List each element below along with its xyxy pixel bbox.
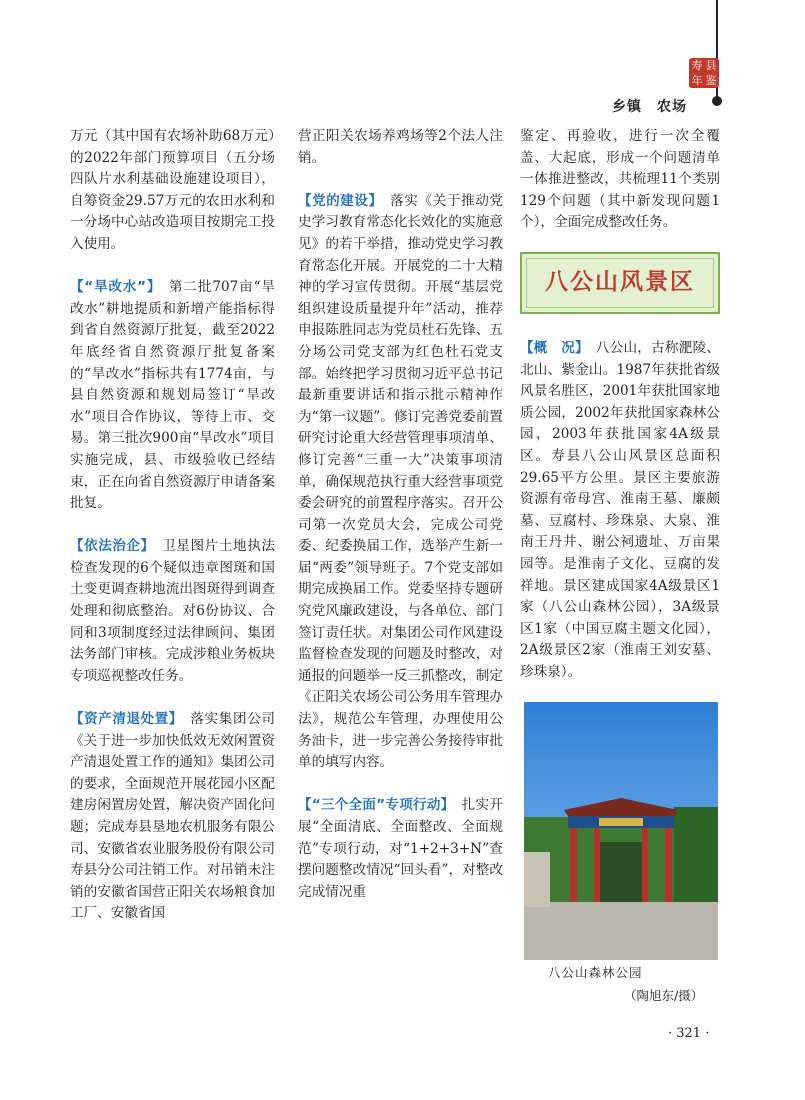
section-heading: 【“三个全面”专项行动】 xyxy=(298,797,448,814)
banner-title: 八公山风景区 xyxy=(545,269,695,296)
section-paragraph xyxy=(298,795,503,903)
section-banner xyxy=(520,252,720,314)
section-heading: 【概 况】 xyxy=(520,339,582,356)
page-number: · 321 · xyxy=(668,1026,710,1041)
section-heading: 【“旱改水”】 xyxy=(70,279,155,296)
body-text: 卫星图片土地执法检查发现的6个疑似违章图斑和国土变更调查耕地流出图斑得到调查处理和彻底整治。对6份协议、合同和3项制度经过法律顾问、集团法务部门审核。完成涉粮业务板块专项巡视整改任务。 xyxy=(70,538,276,684)
body-text: 落实集团公司《关于进一步加快低效无效闲置资产清退处置工作的通知》集团公司的要求，全面规范开展花园小区配建房闲置房处置，解决资产固化问题；完成寿县垦地农机服务有限公司、安徽省农业服务股份有限公司寿县分公司注销工作。对吊销未注销的安徽省国营正阳关农场粮食加工厂、安徽省国 xyxy=(70,711,276,922)
paragraph xyxy=(520,126,720,234)
yearbook-seal-logo: 寿 县 年 鉴 xyxy=(689,58,719,88)
body-text: 八公山，古称淝陵、北山、紫金山。1987年获批省级风景名胜区，2001年获批国家地质公园，2002年获批国家森林公园，2003年获批国家4A级景区。寿县八公山风景区总面积29.65平方公里。景区主要旅游资源有帝母宫、淮南王墓、廉颇墓、豆腐村、珍珠泉、大泉、淮南王丹井、谢公祠遗址、万亩果园等。是淮南子文化、豆腐的发祥地。景区建成国家4A级景区1家（八公山森林公园），3A级景区1家（中国豆腐主题文化园），2A级景区2家（淮南王刘安墓、珍珠泉）。 xyxy=(520,339,721,680)
body-text: 落实《关于推动党史学习教育常态化长效化的实施意见》的若干举措，推动党史学习教育常态化开展。开展党的二十大精神的学习宣传贯彻。开展“基层党组织建设质量提升年”活动，推荐申报陈胜同志为党员杜石先锋、五分场公司党支部为红色杜石党支部。始终把学习贯彻习近平总书记最新重要讲话和指示批示精神作为“第一议题”。修订完善党委前置研究讨论重大经营管理事项清单、修订完善“三重一大”决策事项清单，确保规范执行重大经营事项党委会研究的前置程序落实。召开公司第一次党员大会，完成公司党委、纪委换届工作，选举产生新一届“两委”领导班子。7个党支部如期完成换届工作。党委坚持专题研究党风廉政建设，与各单位、部门签订责任状。对集团公司作风建设监督检查发现的问题及时整改，对通报的问题举一反三抓整改，制定《正阳关农场公司公务用车管理办法》，规范公车管理，办理使用公务油卡，进一步完善公务接待审批单的填写内容。 xyxy=(298,192,504,771)
header-dot xyxy=(712,96,722,106)
section-paragraph xyxy=(70,277,275,515)
body-text: 营正阳关农场养鸡场等2个法人注销。 xyxy=(298,128,503,166)
column-2 xyxy=(298,126,503,903)
body-text: 第二批707亩“旱改水”耕地提质和新增产能指标得到省自然资源厅批复，截至2022年底经省自然资源厅批复备案的“旱改水”指标共有1774亩，与县自然资源和规划局签订“旱改水”项目合作协议，等待上市、交易。第三批次900亩“旱改水”项目实施完成，县、市级验收已经结束，正在向省自然资源厅申请备案批复。 xyxy=(70,279,275,512)
section-paragraph xyxy=(70,709,275,925)
body-text: 万元（其中国有农场补助68万元）的2022年部门预算项目（五分场四队片水利基础设施建设项目），自筹资金29.57万元的农田水利和一分场中心站改造项目按期完工投入使用。 xyxy=(70,128,275,252)
photo-credit: （陶旭东/摄） xyxy=(624,988,704,1003)
scenic-gate-photo xyxy=(524,702,718,960)
section-tag: 乡镇 农场 xyxy=(612,99,687,115)
column-1 xyxy=(70,126,275,925)
section-heading: 【党的建设】 xyxy=(298,192,376,209)
section-paragraph xyxy=(70,536,275,687)
body-text: 扎实开展“全面清底、全面整改、全面规范”专项行动，对“1+2+3+N”查摆问题整改情况“回头看”，对整改完成情况重 xyxy=(298,797,504,900)
section-paragraph xyxy=(298,191,503,774)
section-heading: 【依法治企】 xyxy=(70,538,148,555)
paragraph xyxy=(70,126,275,256)
photo-caption: 八公山森林公园 xyxy=(548,965,643,980)
section-heading: 【资产清退处置】 xyxy=(70,711,177,728)
column-3 xyxy=(520,126,720,683)
section-paragraph xyxy=(520,338,720,684)
body-text: 鉴定、再验收，进行一次全覆盖、大起底，形成一个问题清单一体推进整改，共梳理11个类别129个问题（其中新发现问题1个），全面完成整改任务。 xyxy=(520,128,720,231)
paragraph xyxy=(298,126,503,169)
